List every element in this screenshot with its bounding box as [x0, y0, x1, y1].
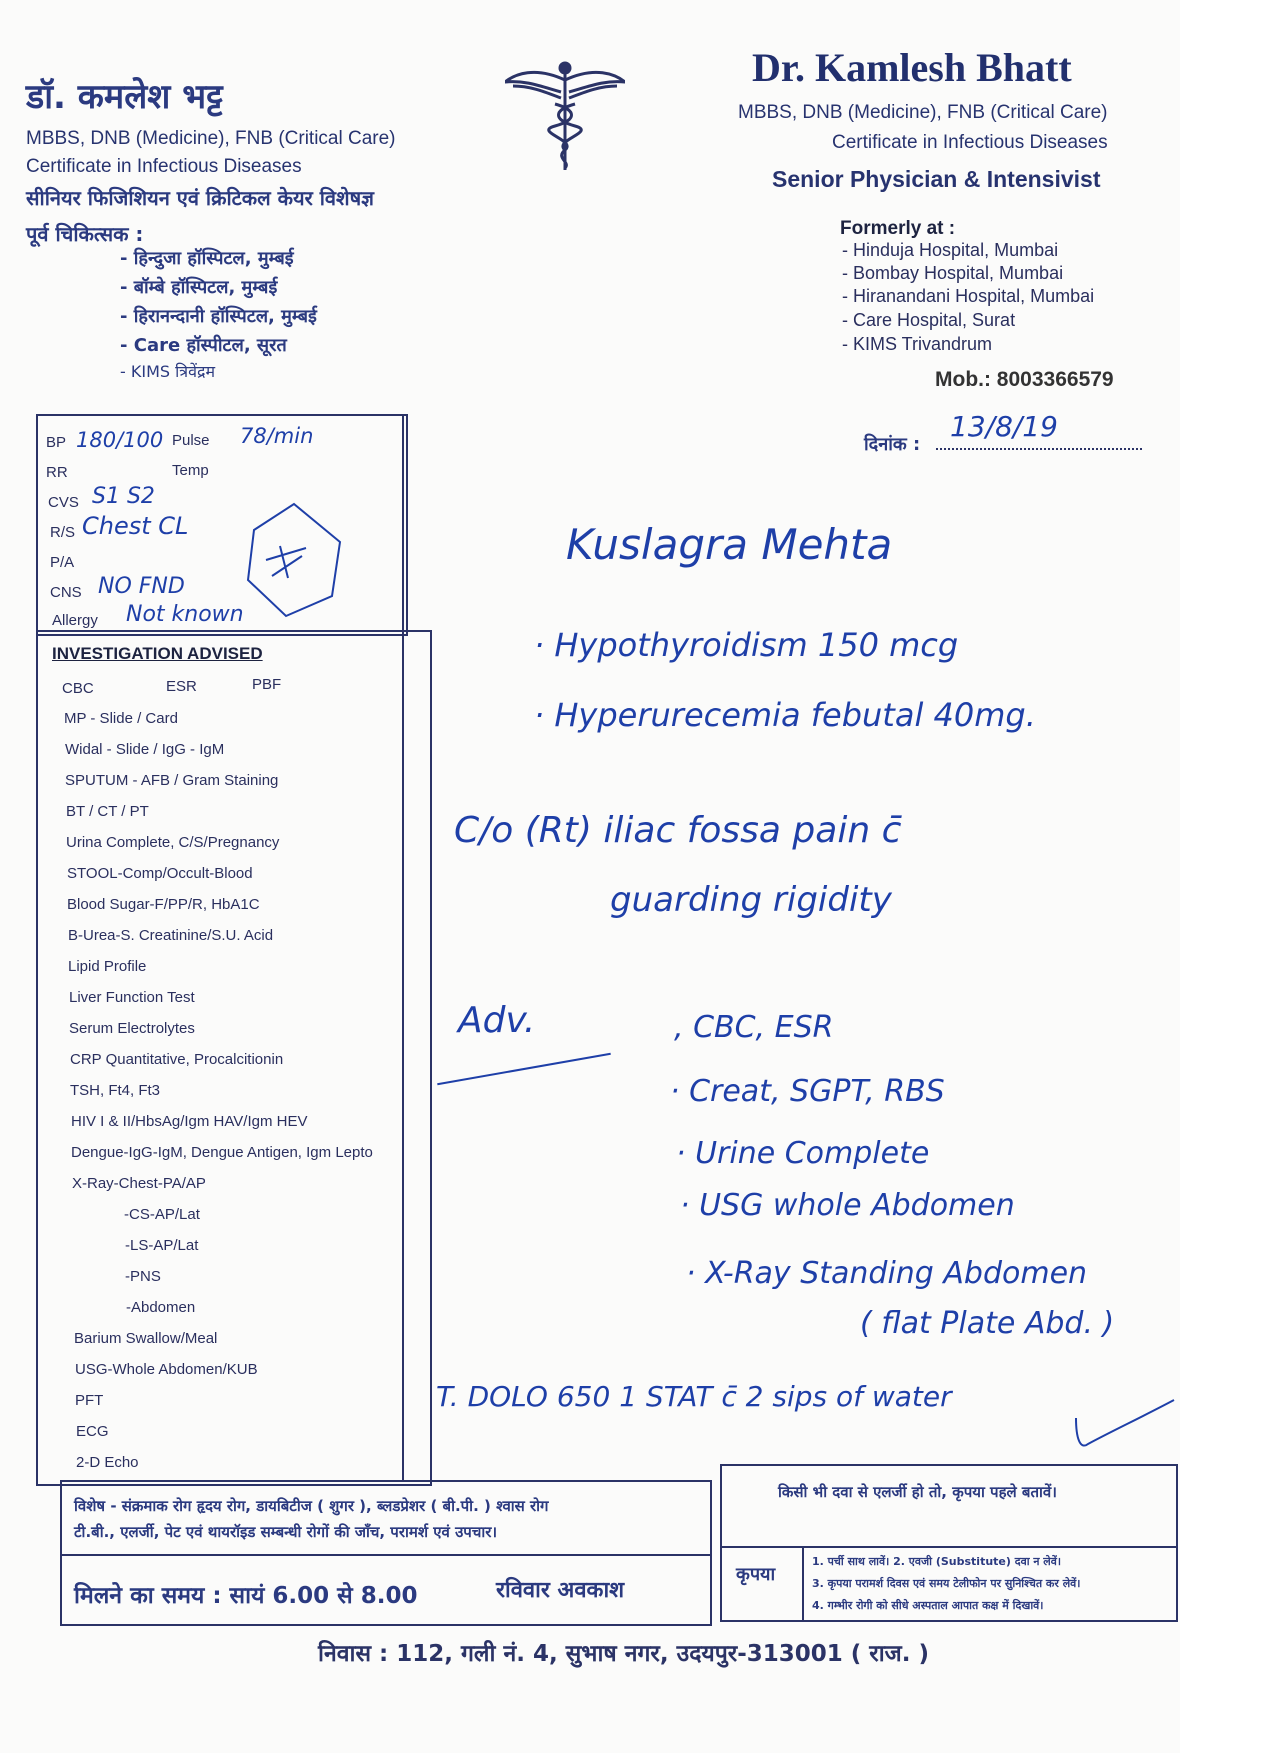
formerly-label: Formerly at : [840, 218, 956, 239]
note-3: 4. गम्भीर रोगी को सीधे अस्पताल आपात कक्ष में दिखावें। [812, 1599, 1044, 1612]
investigation-item: Lipid Profile [68, 958, 147, 975]
investigation-item: CRP Quantitative, Procalcitionin [70, 1051, 284, 1068]
hospital-hi-3: - हिरानन्दानी हॉस्पिटल, मुम्बई [120, 306, 317, 327]
investigation-item: -PNS [125, 1268, 161, 1285]
inv-cbc: CBC [62, 680, 94, 697]
bp-label: BP [46, 434, 67, 451]
date-value: 13/8/19 [950, 410, 1058, 443]
investigation-item: Urina Complete, C/S/Pregnancy [66, 834, 280, 851]
abdomen-sketch-icon [236, 500, 348, 620]
kripya-divider [802, 1546, 804, 1620]
doctor-name-hindi: डॉ. कमलेश भट्ट [26, 77, 223, 117]
complaint-line-1: C/o (Rt) iliac fossa pain c̄ [454, 810, 902, 851]
investigation-item: MP - Slide / Card [64, 710, 178, 727]
hospital-hi-4: - Care हॉस्पीटल, सूरत [120, 335, 287, 356]
address: निवास : 112, गली नं. 4, सुभाष नगर, उदयपुर-313001 ( राज. ) [318, 1641, 929, 1667]
investigation-item: USG-Whole Abdomen/KUB [75, 1361, 258, 1378]
header-divider [36, 414, 404, 416]
hospital-hi-2: - बॉम्बे हॉस्पिटल, मुम्बई [120, 277, 278, 298]
investigation-item: Liver Function Test [69, 989, 195, 1006]
note-2: 3. कृपया परामर्श दिवस एवं समय टेलीफोन पर सुनिश्चित कर लेवें। [812, 1577, 1081, 1590]
note-1: 1. पर्ची साथ लावें। 2. एवजी (Substitute) दवा न लेवें। [812, 1555, 1062, 1568]
investigation-item: Barium Swallow/Meal [74, 1330, 218, 1347]
hospital-hi-1: - हिन्दुजा हॉस्पिटल, मुम्बई [120, 248, 294, 269]
notes-divider [720, 1546, 1176, 1548]
inv-pbf: PBF [252, 676, 282, 693]
mobile-number: Mob.: 8003366579 [935, 368, 1114, 391]
hospital-4: - Care Hospital, Surat [842, 310, 1016, 330]
allergy-value: Not known [126, 602, 244, 627]
cns-value: NO FND [98, 574, 185, 599]
signature-icon [1070, 1398, 1180, 1458]
investigation-item: X-Ray-Chest-PA/AP [72, 1175, 206, 1192]
date-dotted-line [936, 448, 1142, 450]
degrees-right: MBBS, DNB (Medicine), FNB (Critical Care) [738, 102, 1108, 123]
investigation-item: BT / CT / PT [66, 803, 149, 820]
hospital-hi-5: - KIMS त्रिवेंद्रम [120, 362, 216, 381]
investigation-item: ECG [76, 1423, 109, 1440]
investigation-item: Blood Sugar-F/PP/R, HbA1C [67, 896, 260, 913]
hospital-3: - Hiranandani Hospital, Mumbai [842, 286, 1095, 306]
patient-name: Kuslagra Mehta [566, 520, 893, 569]
advice-4: · USG whole Abdomen [680, 1188, 1015, 1223]
pulse-value: 78/min [240, 424, 314, 448]
kripya-label: कृपया [736, 1564, 776, 1585]
hospital-2: - Bombay Hospital, Mumbai [842, 263, 1064, 283]
visiting-hours: मिलने का समय : सायं 6.00 से 8.00 [74, 1583, 418, 1609]
hospital-5: - KIMS Trivandrum [842, 334, 993, 354]
certificate-right: Certificate in Infectious Diseases [832, 132, 1108, 153]
investigation-item: Serum Electrolytes [69, 1020, 195, 1037]
degrees-left: MBBS, DNB (Medicine), FNB (Critical Care) [26, 128, 396, 149]
investigation-item: PFT [75, 1392, 104, 1409]
hospital-1: - Hinduja Hospital, Mumbai [842, 240, 1059, 260]
temp-label: Temp [172, 462, 209, 479]
investigation-item: -Abdomen [126, 1299, 196, 1316]
specialty-hindi: सीनियर फिजिशियन एवं क्रिटिकल केयर विशेषज्ञ [26, 186, 374, 210]
formerly-hindi: पूर्व चिकित्सक : [26, 222, 144, 246]
rx-line: T. DOLO 650 1 STAT c̄ 2 sips of water [436, 1380, 952, 1413]
investigation-title: INVESTIGATION ADVISED [52, 644, 263, 663]
specialty-line-2: टी.बी., एलर्जी, पेट एवं थायरॉइड सम्बन्धी रोगों की जाँच, परामर्श एवं उपचार। [74, 1523, 498, 1541]
advice-5: · X-Ray Standing Abdomen [686, 1256, 1088, 1291]
doctor-name: Dr. Kamlesh Bhatt [752, 45, 1072, 90]
advice-underline [437, 1053, 611, 1086]
investigation-item: -LS-AP/Lat [125, 1237, 199, 1254]
history-line-2: · Hyperurecemia febutal 40mg. [534, 696, 1036, 734]
cns-label: CNS [50, 584, 82, 601]
investigation-item: SPUTUM - AFB / Gram Staining [65, 772, 279, 789]
rs-value: Chest CL [82, 512, 189, 540]
advice-6: ( flat Plate Abd. ) [860, 1306, 1115, 1341]
sunday-holiday: रविवार अवकाश [496, 1578, 625, 1603]
investigation-item: TSH, Ft4, Ft3 [70, 1082, 161, 1099]
investigation-item: 2-D Echo [76, 1454, 139, 1471]
advice-2: · Creat, SGPT, RBS [670, 1074, 945, 1109]
allergy-note: किसी भी दवा से एलर्जी हो तो, कृपया पहले बतावें। [778, 1483, 1057, 1501]
rs-label: R/S [50, 524, 76, 541]
investigation-item: Dengue-IgG-IgM, Dengue Antigen, Igm Lepto [71, 1144, 373, 1161]
certificate-left: Certificate in Infectious Diseases [26, 156, 302, 177]
pulse-label: Pulse [172, 432, 210, 449]
advice-3: · Urine Complete [676, 1136, 930, 1171]
investigation-item: HIV I & II/HbsAg/Igm HAV/Igm HEV [71, 1113, 308, 1130]
cvs-value: S1 S2 [92, 484, 155, 509]
complaint-line-2: guarding rigidity [610, 880, 892, 920]
specialty-divider [60, 1554, 710, 1556]
caduceus-icon [505, 58, 625, 178]
bp-value: 180/100 [76, 428, 164, 452]
investigation-item: Widal - Slide / IgG - IgM [65, 741, 225, 758]
rr-label: RR [46, 464, 68, 481]
investigation-item: -CS-AP/Lat [124, 1206, 200, 1223]
pa-label: P/A [50, 554, 75, 571]
history-line-1: · Hypothyroidism 150 mcg [534, 626, 959, 664]
allergy-label: Allergy [52, 612, 98, 629]
investigation-item: B-Urea-S. Creatinine/S.U. Acid [68, 927, 274, 944]
designation: Senior Physician & Intensivist [772, 166, 1101, 192]
specialty-line-1: विशेष - संक्रमाक रोग हृदय रोग, डायबिटीज ( शुगर ), ब्लडप्रेशर ( बी.पी. ) श्वास रोग [74, 1497, 549, 1515]
investigation-item: STOOL-Comp/Occult-Blood [67, 865, 253, 882]
cvs-label: CVS [48, 494, 79, 511]
advice-label: Adv. [458, 1000, 536, 1041]
advice-1: , CBC, ESR [674, 1010, 834, 1045]
inv-esr: ESR [166, 678, 197, 695]
date-label: दिनांक : [864, 434, 921, 455]
